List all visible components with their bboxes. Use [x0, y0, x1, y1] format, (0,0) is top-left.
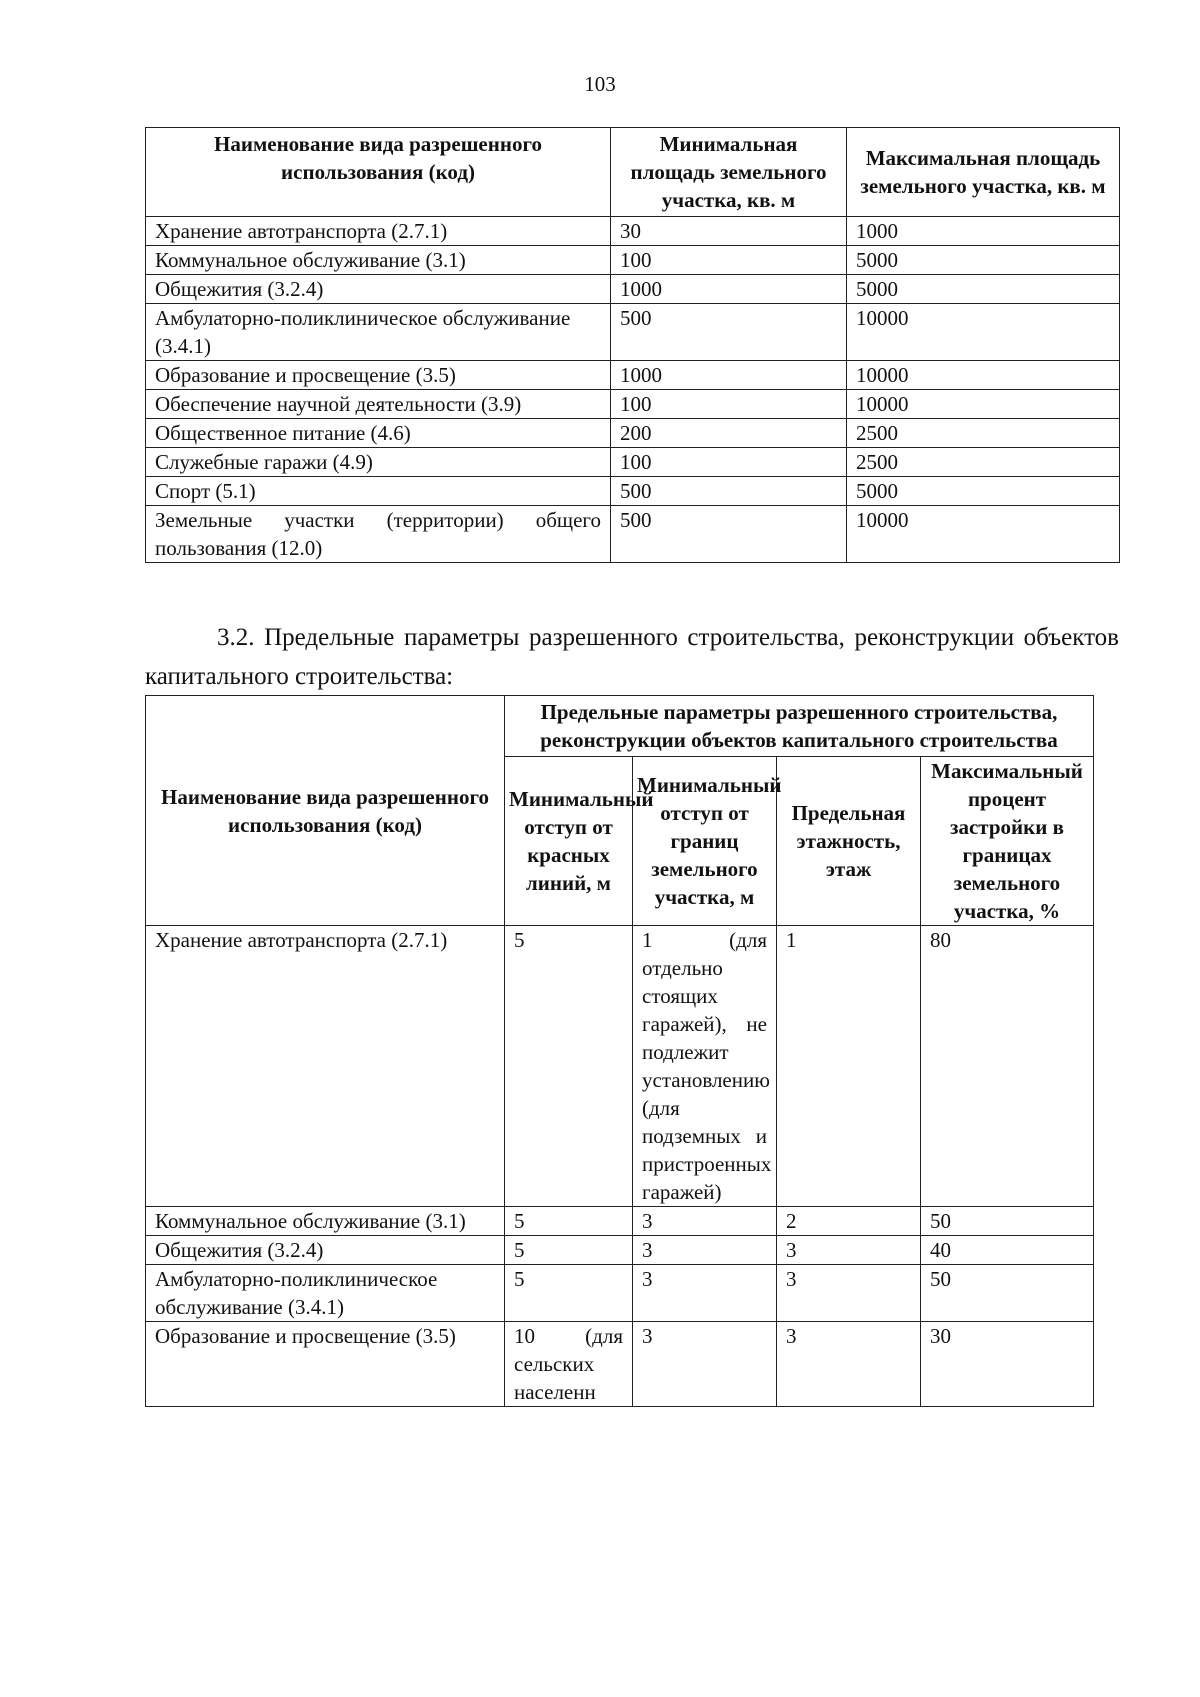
- cell-max-coverage: 80: [921, 926, 1094, 1207]
- cell-max-area: 5000: [847, 246, 1120, 275]
- cell-min-area: 30: [611, 217, 847, 246]
- header-max-coverage: Максимальный процент застройки в границах земельного участка, %: [921, 757, 1094, 926]
- cell-use-type: Земельные участки (территории) общего пользования (12.0): [146, 506, 611, 563]
- cell-setback-boundaries: 3: [633, 1265, 777, 1322]
- cell-setback-boundaries: 1 (для отдельно стоящих гаражей), не подлежит установлению (для подземных и пристроенных гаражей): [633, 926, 777, 1207]
- header-use-type: Наименование вида разрешенного использования (код): [146, 696, 505, 926]
- cell-use-type: Хранение автотранспорта (2.7.1): [146, 217, 611, 246]
- table-row: [146, 1207, 1094, 1236]
- cell-max-area: 10000: [847, 304, 1120, 361]
- cell-min-area: 500: [611, 506, 847, 563]
- header-max-floors: Предельная этажность, этаж: [777, 757, 921, 926]
- cell-use-type: Хранение автотранспорта (2.7.1): [146, 926, 505, 1207]
- cell-use-type: Коммунальное обслуживание (3.1): [146, 246, 611, 275]
- table-row: [146, 304, 1120, 361]
- cell-setback-red-lines: 5: [505, 1236, 633, 1265]
- table-row: [146, 217, 1120, 246]
- table-row: [146, 390, 1120, 419]
- cell-min-area: 1000: [611, 275, 847, 304]
- cell-max-coverage: 50: [921, 1207, 1094, 1236]
- table-row: [146, 361, 1120, 390]
- building-parameters-table: [145, 695, 1094, 1407]
- cell-setback-red-lines: 5: [505, 1265, 633, 1322]
- cell-min-area: 100: [611, 390, 847, 419]
- header-min-setback-red-lines: Минимальный отступ от красных линий, м: [505, 757, 633, 926]
- cell-setback-red-lines: 5: [505, 1207, 633, 1236]
- header-min-area: Минимальная площадь земельного участка, кв. м: [611, 128, 847, 217]
- table-row: [146, 419, 1120, 448]
- cell-max-area: 5000: [847, 477, 1120, 506]
- header-parameters-group: Предельные параметры разрешенного строительства, реконструкции объектов капитального строительства: [505, 696, 1094, 757]
- cell-setback-boundaries: 3: [633, 1322, 777, 1407]
- cell-setback-red-lines: 10 (для сельских населенн: [505, 1322, 633, 1407]
- table-row: [146, 1236, 1094, 1265]
- land-area-table: [145, 127, 1120, 563]
- table-header-row: [146, 696, 1094, 757]
- cell-max-floors: 3: [777, 1236, 921, 1265]
- cell-use-type: Обеспечение научной деятельности (3.9): [146, 390, 611, 419]
- table-row: [146, 448, 1120, 477]
- header-min-setback-boundaries: Минимальный отступ от границ земельного участка, м: [633, 757, 777, 926]
- header-use-type: Наименование вида разрешенного использования (код): [146, 128, 611, 217]
- cell-use-type: Образование и просвещение (3.5): [146, 1322, 505, 1407]
- cell-max-area: 1000: [847, 217, 1120, 246]
- cell-max-floors: 3: [777, 1265, 921, 1322]
- cell-max-area: 2500: [847, 448, 1120, 477]
- table-row: [146, 275, 1120, 304]
- cell-max-coverage: 50: [921, 1265, 1094, 1322]
- cell-use-type: Общественное питание (4.6): [146, 419, 611, 448]
- cell-setback-boundaries: 3: [633, 1207, 777, 1236]
- cell-max-coverage: 30: [921, 1322, 1094, 1407]
- page-number: 103: [584, 72, 616, 96]
- cell-max-area: 10000: [847, 361, 1120, 390]
- cell-max-area: 10000: [847, 390, 1120, 419]
- cell-min-area: 500: [611, 477, 847, 506]
- cell-min-area: 200: [611, 419, 847, 448]
- cell-use-type: Амбулаторно-поликлиническое обслуживание (3.4.1): [146, 304, 611, 361]
- cell-max-coverage: 40: [921, 1236, 1094, 1265]
- cell-use-type: Общежития (3.2.4): [146, 1236, 505, 1265]
- cell-use-type: Образование и просвещение (3.5): [146, 361, 611, 390]
- cell-max-area: 2500: [847, 419, 1120, 448]
- table-row: [146, 246, 1120, 275]
- cell-setback-boundaries: 3: [633, 1236, 777, 1265]
- table-header-row: [146, 128, 1120, 217]
- cell-min-area: 100: [611, 448, 847, 477]
- cell-max-area: 5000: [847, 275, 1120, 304]
- table-row: [146, 506, 1120, 563]
- cell-max-floors: 2: [777, 1207, 921, 1236]
- cell-max-floors: 3: [777, 1322, 921, 1407]
- table-row: [146, 1322, 1094, 1407]
- cell-use-type: Общежития (3.2.4): [146, 275, 611, 304]
- cell-min-area: 1000: [611, 361, 847, 390]
- cell-min-area: 500: [611, 304, 847, 361]
- table-row: [146, 1265, 1094, 1322]
- cell-max-floors: 1: [777, 926, 921, 1207]
- header-max-area: Максимальная площадь земельного участка, кв. м: [847, 128, 1120, 217]
- table-row: [146, 926, 1094, 1207]
- table-row: [146, 477, 1120, 506]
- cell-use-type: Служебные гаражи (4.9): [146, 448, 611, 477]
- cell-use-type: Коммунальное обслуживание (3.1): [146, 1207, 505, 1236]
- cell-min-area: 100: [611, 246, 847, 275]
- cell-max-area: 10000: [847, 506, 1120, 563]
- section-heading: 3.2. Предельные параметры разрешенного строительства, реконструкции объектов капитального строительства:: [145, 624, 1119, 690]
- cell-use-type: Амбулаторно-поликлиническое обслуживание (3.4.1): [146, 1265, 505, 1322]
- cell-setback-red-lines: 5: [505, 926, 633, 1207]
- cell-use-type: Спорт (5.1): [146, 477, 611, 506]
